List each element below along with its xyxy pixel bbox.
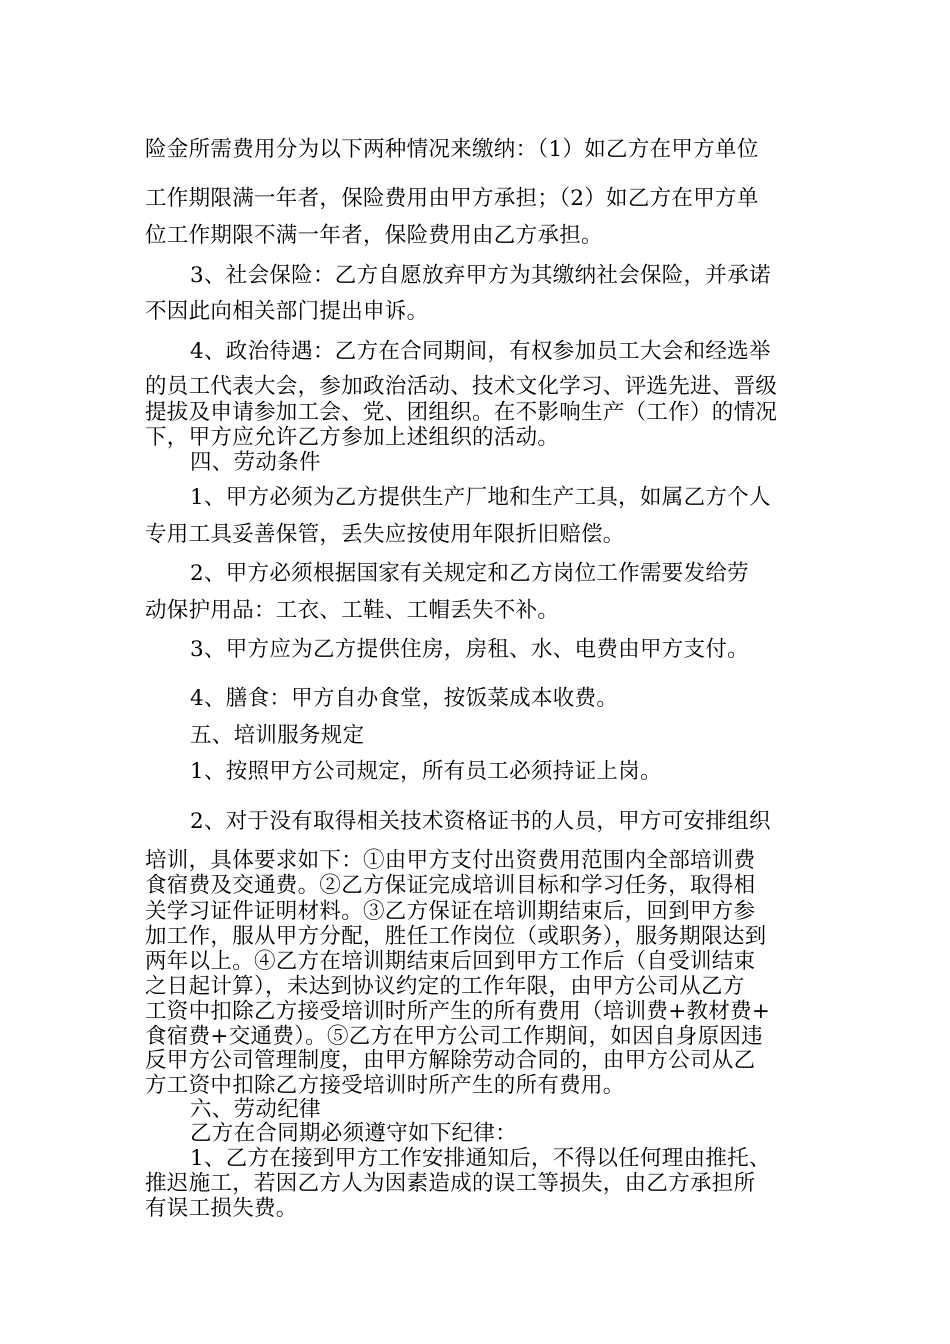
text-line: 工作期限满一年者，保险费用由甲方承担；（2）如乙方在甲方单 [145, 186, 759, 211]
text-line: 乙方在合同期必须遵守如下纪律： [190, 1121, 518, 1146]
text-line: 之日起计算），未达到协议约定的工作年限，由甲方公司从乙方 [145, 974, 745, 999]
text-line: 3、社会保险：乙方自愿放弃甲方为其缴纳社会保险，并承诺 [190, 263, 771, 288]
text-line: 4、政治待遇：乙方在合同期间，有权参加员工大会和经选举 [190, 339, 771, 364]
text-line: 动保护用品：工衣、工鞋、工帽丢失不补。 [145, 598, 560, 623]
text-line: 推迟施工，若因乙方人为因素造成的误工等损失，由乙方承担所 [145, 1171, 756, 1196]
text-line: 工资中扣除乙方接受培训时所产生的所有费用（培训费+教材费+ [145, 999, 771, 1024]
text-line: 1、甲方必须为乙方提供生产厂地和生产工具，如属乙方个人 [190, 485, 771, 510]
text-line: 位工作期限不满一年者，保险费用由乙方承担。 [145, 223, 603, 248]
section-heading: 六、劳动纪律 [190, 1097, 321, 1122]
text-line: 食宿费及交通费。②乙方保证完成培训目标和学习任务，取得相 [145, 873, 756, 898]
text-line: 2、甲方必须根据国家有关规定和乙方岗位工作需要发给劳 [190, 561, 749, 586]
text-line: 反甲方公司管理制度，由甲方解除劳动合同的，由甲方公司从乙 [145, 1048, 756, 1073]
text-line: 4、膳食：甲方自办食堂，按饭菜成本收费。 [190, 686, 619, 711]
text-line: 方工资中扣除乙方接受培训时所产生的所有费用。 [145, 1073, 625, 1098]
text-line: 提拔及申请参加工会、党、团组织。在不影响生产（工作）的情况 [145, 400, 778, 425]
text-line: 食宿费+交通费）。⑤乙方在甲方公司工作期间，如因自身原因违 [145, 1024, 763, 1049]
text-line: 险金所需费用分为以下两种情况来缴纳：（1）如乙方在甲方单位 [145, 137, 759, 162]
text-line: 培训，具体要求如下：①由甲方支付出资费用范围内全部培训费 [145, 848, 756, 873]
text-line: 的员工代表大会，参加政治活动、技术文化学习、评选先进、晋级 [145, 374, 778, 399]
text-line: 加工作，服从甲方分配，胜任工作岗位（或职务），服务期限达到 [145, 924, 767, 949]
text-line: 不因此向相关部门提出申诉。 [145, 299, 429, 324]
text-line: 2、对于没有取得相关技术资格证书的人员，甲方可安排组织 [190, 809, 771, 834]
text-line: 两年以上。④乙方在培训期结束后回到甲方工作后（自受训结束 [145, 949, 756, 974]
text-line: 1、乙方在接到甲方工作安排通知后，不得以任何理由推托、 [190, 1146, 771, 1171]
section-heading: 五、培训服务规定 [190, 723, 365, 748]
text-line: 有误工损失费。 [145, 1196, 298, 1221]
text-line: 下，甲方应允许乙方参加上述组织的活动。 [145, 425, 560, 450]
text-line: 专用工具妥善保管，丢失应按使用年限折旧赔偿。 [145, 522, 625, 547]
text-line: 关学习证件证明材料。③乙方保证在培训期结束后，回到甲方参 [145, 899, 756, 924]
text-line: 3、甲方应为乙方提供住房，房租、水、电费由甲方支付。 [190, 637, 749, 662]
text-line: 1、按照甲方公司规定，所有员工必须持证上岗。 [190, 759, 662, 784]
section-heading: 四、劳动条件 [190, 450, 321, 475]
